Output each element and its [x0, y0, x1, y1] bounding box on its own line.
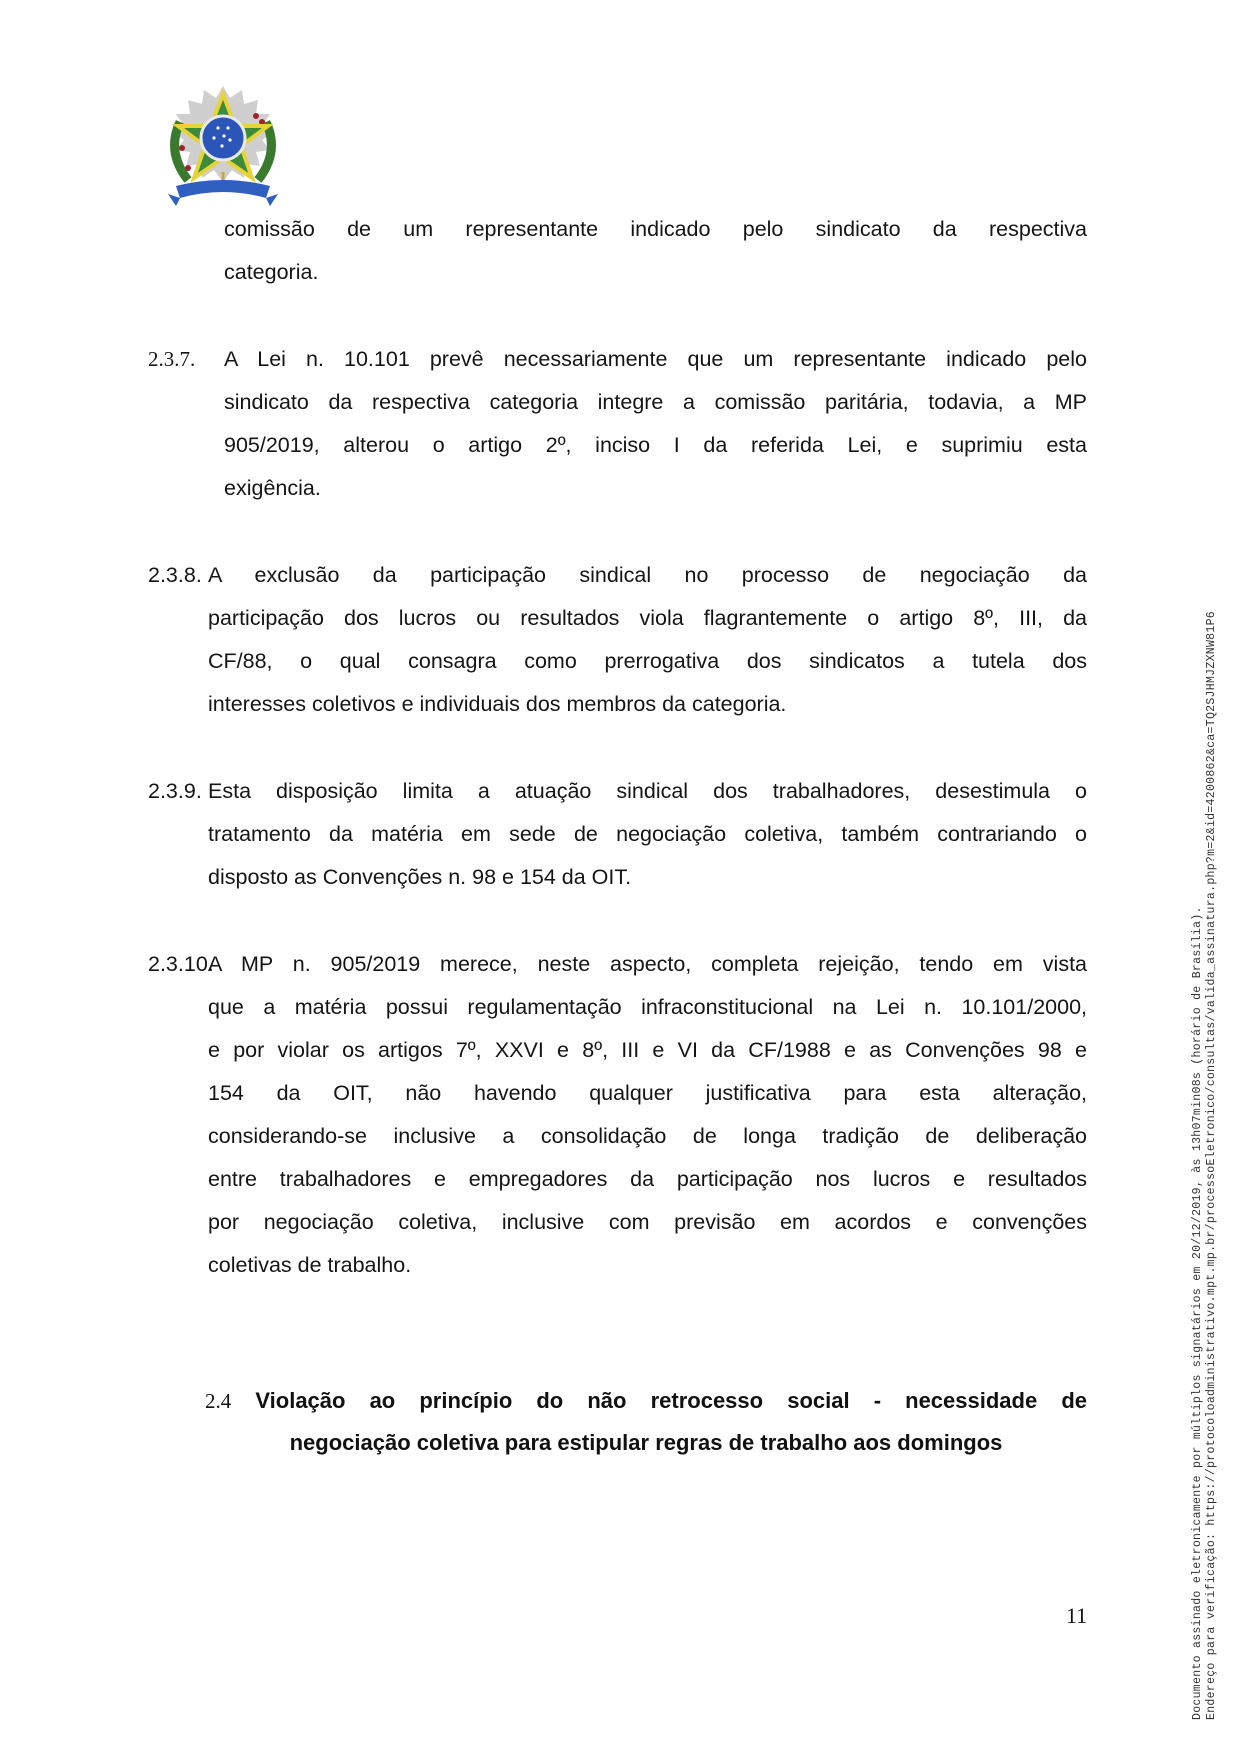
text-line: coletivas de trabalho.: [208, 1253, 412, 1277]
paragraph-number: 2.3.8.: [148, 563, 202, 587]
text-line: exigência.: [224, 476, 321, 500]
coat-of-arms-icon: [158, 82, 288, 210]
section-title-line-2: negociação coletiva para estipular regras de trabalho aos domingos: [289, 1430, 1003, 1455]
text-line: A MP n. 905/2019 merece, neste aspecto, completa rejeição, tendo em vista: [208, 952, 1087, 976]
paragraph-continuation: [224, 208, 1087, 294]
page-number: 11: [1066, 1603, 1088, 1628]
verification-url-note: Endereço para verificação: https://protocoloadministrativo.mpt.mp.br/processoEletronico/consultas/valida_assinatura.php?m=2&id=4200862&ca=TQ2SJHMJZXNW81P6: [1205, 611, 1218, 1720]
text-line: sindicato da respectiva categoria integre a comissão paritária, todavia, a MP: [224, 390, 1087, 414]
text-line: disposto as Convenções n. 98 e 154 da OIT.: [208, 865, 632, 889]
section-number: 2.4: [205, 1389, 232, 1413]
text-line: 905/2019, alterou o artigo 2º, inciso I da referida Lei, e suprimiu esta: [224, 433, 1087, 457]
text-line: Esta disposição limita a atuação sindical dos trabalhadores, desestimula o: [208, 779, 1087, 803]
text-line: categoria.: [224, 260, 319, 284]
text-line: participação dos lucros ou resultados viola flagrantemente o artigo 8º, III, da: [208, 606, 1087, 630]
text-line: considerando-se inclusive a consolidação de longa tradição de deliberação: [208, 1124, 1087, 1148]
section-title-line-1: Violação ao princípio do não retrocesso social - necessidade de: [255, 1388, 1087, 1413]
section-heading: [205, 1380, 1087, 1464]
paragraph-number: 2.3.9.: [148, 779, 202, 803]
text-line: interesses coletivos e individuais dos membros da categoria.: [208, 692, 787, 716]
text-line: A exclusão da participação sindical no processo de negociação da: [208, 563, 1087, 587]
text-line: tratamento da matéria em sede de negociação coletiva, também contrariando o: [208, 822, 1087, 846]
text-line: 154 da OIT, não havendo qualquer justificativa para esta alteração,: [208, 1081, 1087, 1105]
text-line: por negociação coletiva, inclusive com previsão em acordos e convenções: [208, 1210, 1087, 1234]
text-line: que a matéria possui regulamentação infraconstitucional na Lei n. 10.101/2000,: [208, 995, 1087, 1019]
signature-note: Documento assinado eletronicamente por múltiplos signatários em 20/12/2019, às 13h07min08s (horário de Brasília).: [1191, 906, 1204, 1720]
paragraph-number: 2.3.10.: [148, 952, 214, 976]
paragraph-number: 2.3.7.: [148, 347, 196, 371]
text-line: A Lei n. 10.101 prevê necessariamente que um representante indicado pelo: [224, 347, 1087, 371]
text-line: comissão de um representante indicado pelo sindicato da respectiva: [224, 217, 1087, 241]
text-line: entre trabalhadores e empregadores da participação nos lucros e resultados: [208, 1167, 1087, 1191]
text-line: e por violar os artigos 7º, XXVI e 8º, III e VI da CF/1988 e as Convenções 98 e: [208, 1038, 1087, 1062]
text-line: CF/88, o qual consagra como prerrogativa dos sindicatos a tutela dos: [208, 649, 1087, 673]
